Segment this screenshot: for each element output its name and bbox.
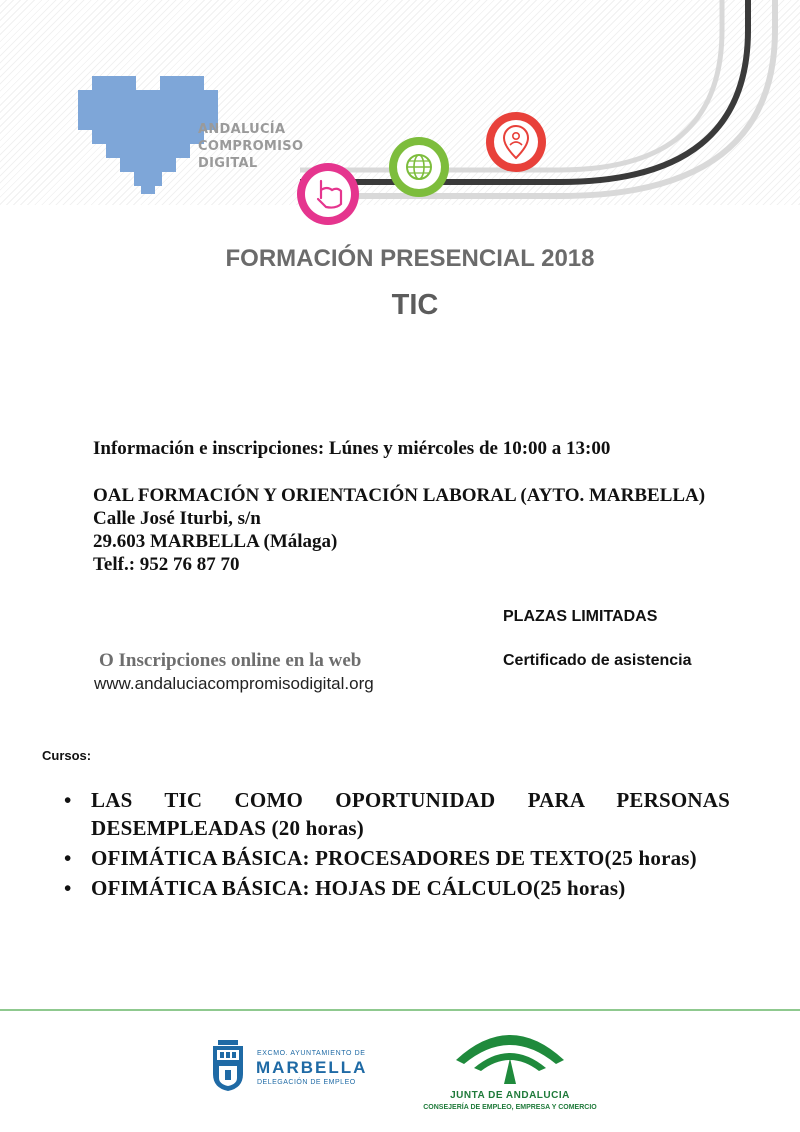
heart-logo-icon xyxy=(78,76,218,194)
logo-text xyxy=(198,121,303,172)
footer-divider xyxy=(0,1009,800,1011)
page-subtitle: TIC xyxy=(391,289,439,321)
website-link[interactable]: www.andaluciacompromisodigital.org xyxy=(94,674,374,693)
marbella-name: MARBELLA xyxy=(256,1058,368,1077)
course-item xyxy=(64,874,730,902)
junta-consejeria: CONSEJERÍA DE EMPLEO, EMPRESA Y COMERCIO xyxy=(423,1104,597,1111)
track-outer xyxy=(300,0,775,196)
course-item xyxy=(64,786,730,842)
certificate-note: Certificado de asistencia xyxy=(503,652,692,669)
address-line-phone: Telf.: 952 76 87 70 xyxy=(93,554,240,575)
course-list xyxy=(64,786,730,904)
address-line-org: OAL FORMACIÓN Y ORIENTACIÓN LABORAL (AYTO. MARBELLA) xyxy=(93,485,706,506)
marbella-crest-icon xyxy=(210,1040,246,1092)
logo-line-2: COMPROMISO xyxy=(198,139,304,154)
user-location-icon xyxy=(486,112,546,172)
junta-name: JUNTA DE ANDALUCIA xyxy=(450,1090,570,1101)
junta-andalucia-logo-icon xyxy=(452,1024,568,1090)
limited-places-note: PLAZAS LIMITADAS xyxy=(503,608,658,625)
header-banner xyxy=(0,0,800,205)
hours-info: Información e inscripciones: Lúnes y miércoles de 10:00 a 13:00 xyxy=(93,438,611,459)
marbella-council-label: EXCMO. AYUNTAMIENTO DE xyxy=(257,1050,366,1057)
bullet-icon: • xyxy=(64,846,72,870)
course-item xyxy=(64,844,730,872)
logo-line-1: ANDALUCÍA xyxy=(198,122,286,137)
page-title: FORMACIÓN PRESENCIAL 2018 xyxy=(225,245,595,272)
address-line-street: Calle José Iturbi, s/n xyxy=(93,508,261,529)
course-title: LAS TIC COMO OPORTUNIDAD PARA PERSONAS DESEMPLEADAS (20 horas) xyxy=(91,788,730,840)
address-block xyxy=(93,484,705,576)
course-title: OFIMÁTICA BÁSICA: PROCESADORES DE TEXTO(25 horas) xyxy=(91,846,697,870)
address-line-city: 29.603 MARBELLA (Málaga) xyxy=(93,531,338,552)
globe-icon xyxy=(389,137,449,197)
pointing-hand-icon xyxy=(297,163,359,225)
bullet-icon: • xyxy=(64,876,72,900)
course-title: OFIMÁTICA BÁSICA: HOJAS DE CÁLCULO(25 horas) xyxy=(91,876,626,900)
header-graphic xyxy=(0,0,800,230)
courses-label: Cursos: xyxy=(42,748,92,763)
marbella-delegation: DELEGACIÓN DE EMPLEO xyxy=(257,1079,356,1086)
online-registration-label: O Inscripciones online en la web xyxy=(99,650,362,671)
logo-line-3: DIGITAL xyxy=(198,156,258,171)
bullet-icon: • xyxy=(64,788,72,812)
